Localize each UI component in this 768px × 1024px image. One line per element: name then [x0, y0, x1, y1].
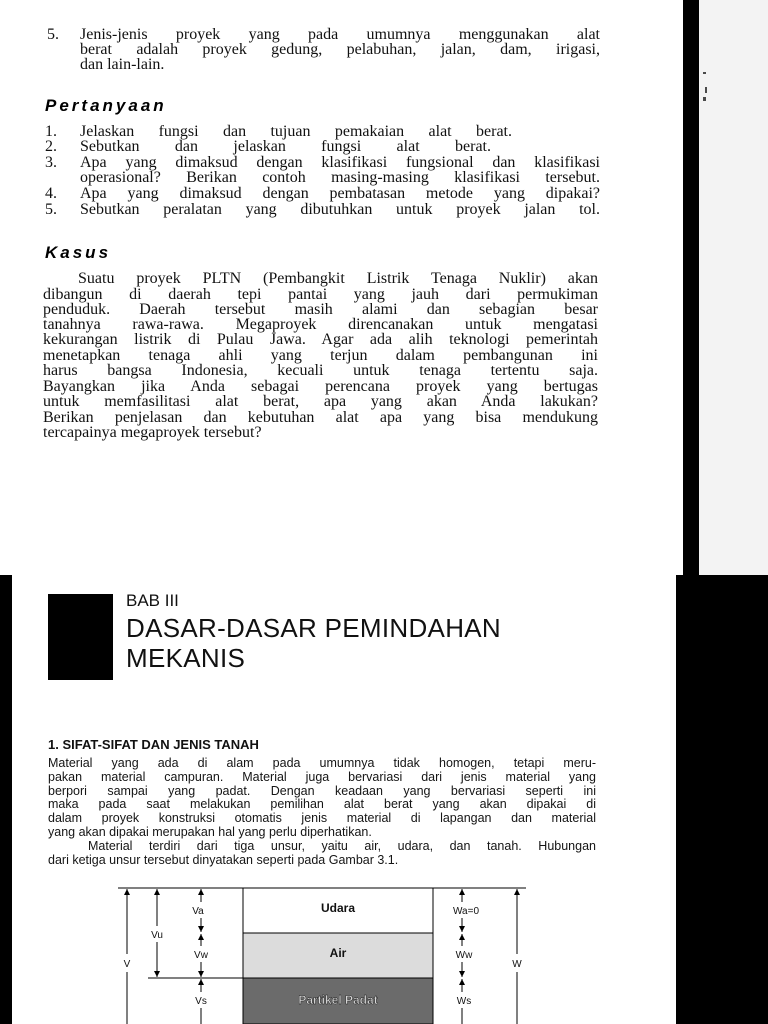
paragraph-line: dalam proyek konstruksi otomatis jenis material di lapangan dan material [48, 811, 596, 825]
intro-item-line: dan lain-lain. [80, 57, 165, 73]
paragraph-line: yang akan dipakai merupakan hal yang perlu diperhatikan. [48, 825, 372, 839]
chapter-title: DASAR-DASAR PEMINDAHAN [126, 613, 501, 643]
question-number: 1. [45, 124, 57, 140]
intro-item-line: berat adalah proyek gedung, pelabuhan, jalan, dam, irigasi, [80, 42, 600, 58]
scan-artifact [703, 72, 706, 74]
water-volume-label: Vw [194, 950, 208, 961]
kasus-line: untuk memfasilitasi alat berat, apa yang akan Anda lakukan? [43, 394, 598, 410]
water-phase-label: Air [329, 946, 347, 960]
air-volume-label: Va [192, 906, 204, 917]
scan-margin [699, 0, 768, 575]
voids-volume-label: Vu [151, 930, 163, 941]
air-phase-label: Udara [320, 901, 356, 915]
paragraph-line: maka pada saat melakukan pemilihan alat berat yang akan dipakai di [48, 797, 596, 811]
solid-weight-label: Ws [456, 996, 472, 1007]
scan-artifact [703, 97, 706, 101]
total-volume-label: V [123, 959, 131, 970]
kasus-line: kekurangan listrik di Pulau Jawa. Agar ada alih teknologi pemerintah [43, 332, 598, 348]
kasus-line: Suatu proyek PLTN (Pembangkit Listrik Tenaga Nuklir) akan [78, 271, 598, 287]
question-number: 4. [45, 186, 57, 202]
question-text: Apa yang dimaksud dengan klasifikasi fungsional dan klasifikasi [80, 155, 600, 171]
kasus-line: tanahnya rawa-rawa. Megaproyek direncanakan untuk mengatasi [43, 317, 598, 333]
paragraph-line: pakan material campuran. Material juga bervariasi dari jenis material yang [48, 770, 596, 784]
paragraph-line: Material terdiri dari tiga unsur, yaitu air, udara, dan tanah. Hubungan [88, 839, 596, 853]
question-text: Sebutkan peralatan yang dibutuhkan untuk proyek jalan tol. [80, 202, 600, 218]
scan-artifact [705, 87, 707, 93]
paragraph-line: dari ketiga unsur tersebut dinyatakan seperti pada Gambar 3.1. [48, 853, 399, 867]
pertanyaan-heading: Pertanyaan [45, 96, 167, 115]
soil-phase-diagram [100, 878, 560, 1024]
chapter-title: MEKANIS [126, 643, 246, 673]
question-number: 5. [45, 202, 57, 218]
question-text: Apa yang dimaksud dengan pembatasan metode yang dipakai? [80, 186, 600, 202]
question-text: Sebutkan dan jelaskan fungsi alat berat. [80, 139, 491, 155]
water-weight-label: Ww [455, 950, 473, 961]
paragraph-line: berpori sampai yang padat. Dengan keadaan yang bervariasi seperti ini [48, 784, 596, 798]
question-number: 2. [45, 139, 57, 155]
question-text: Jelaskan fungsi dan tujuan pemakaian alat berat. [80, 124, 512, 140]
air-weight-label: Wa=0 [452, 906, 480, 917]
kasus-line: tercapainya megaproyek tersebut? [43, 425, 262, 441]
kasus-heading: Kasus [45, 243, 112, 262]
kasus-line: Berikan penjelasan dan kebutuhan alat apa yang bisa mendukung [43, 410, 598, 426]
solid-volume-label: Vs [195, 996, 207, 1007]
chapter-label: BAB III [126, 591, 179, 610]
question-text: operasional? Berikan contoh masing-masing klasifikasi tersebut. [80, 170, 600, 186]
intro-item-number: 5. [47, 27, 59, 43]
total-weight-label: W [512, 959, 522, 970]
scan-edge-strip [676, 575, 768, 1024]
kasus-line: menetapkan tenaga ahli yang terjun dalam pembangunan ini [43, 348, 598, 364]
scan-edge-strip [683, 0, 699, 575]
question-number: 3. [45, 155, 57, 171]
intro-item-line: Jenis-jenis proyek yang pada umumnya menggunakan alat [80, 27, 600, 43]
kasus-line: Bayangkan jika Anda sebagai perencana proyek yang bertugas [43, 379, 598, 395]
kasus-line: dibangun di daerah tepi pantai yang jauh dari permukiman [43, 287, 598, 303]
paragraph-line: Material yang ada di alam pada umumnya tidak homogen, tetapi meru- [48, 756, 596, 770]
kasus-line: harus bangsa Indonesia, kecuali untuk tenaga tertentu saja. [43, 363, 598, 379]
solid-phase-label: Partikel Padat [298, 993, 378, 1007]
kasus-line: penduduk. Daerah tersebut masih alami dan sebagian besar [43, 302, 598, 318]
scan-edge-strip [0, 575, 12, 1024]
section-heading: 1. SIFAT-SIFAT DAN JENIS TANAH [48, 737, 259, 752]
chapter-marker-block [48, 594, 113, 680]
